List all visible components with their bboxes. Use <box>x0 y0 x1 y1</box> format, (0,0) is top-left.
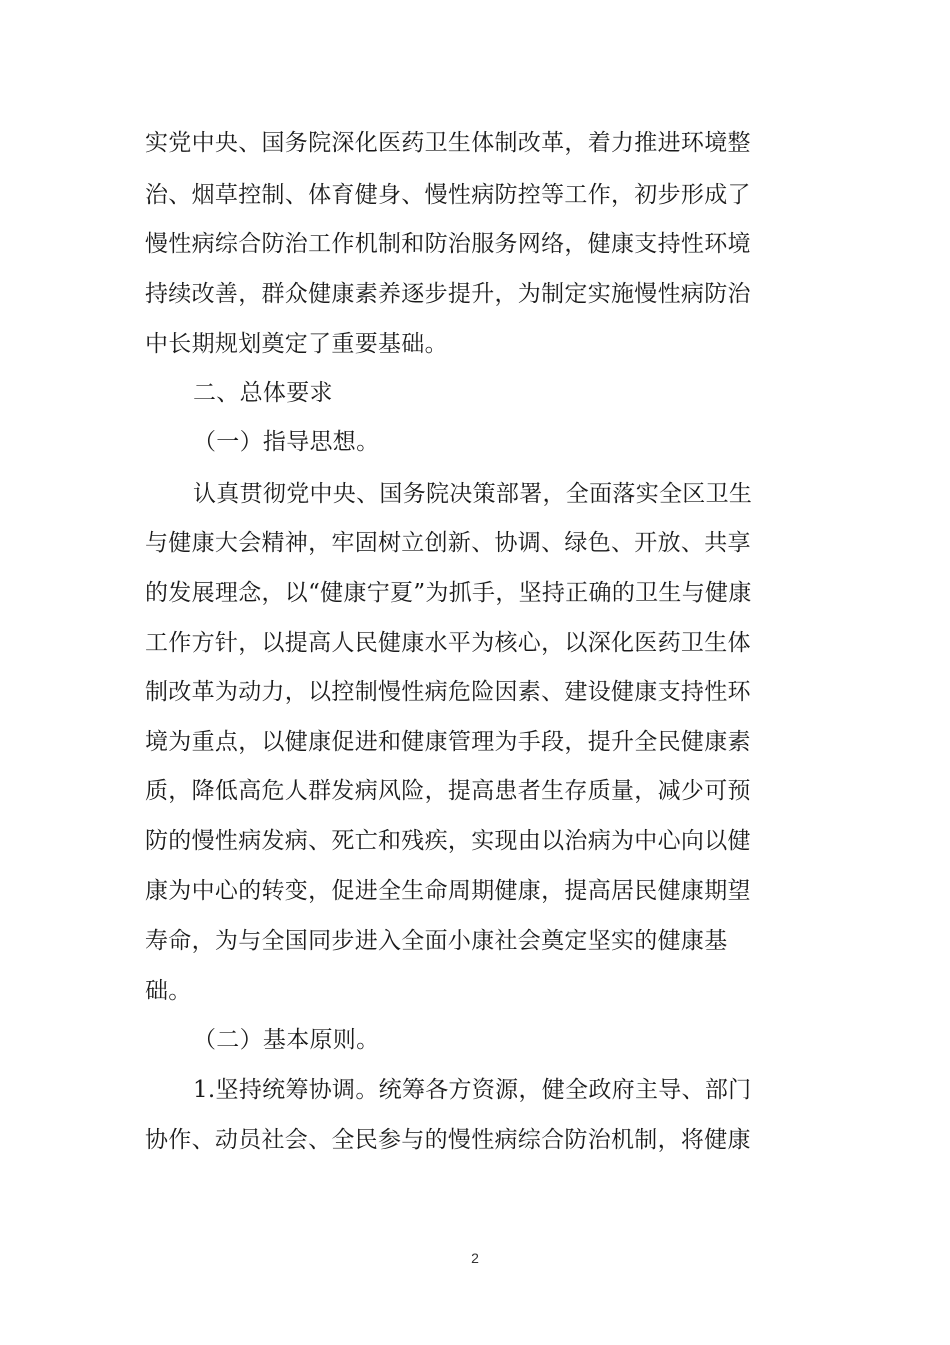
text-line: 1.坚持统筹协调。统筹各方资源，健全政府主导、部门 <box>193 1077 752 1103</box>
page-number: 2 <box>471 1250 479 1266</box>
text-line: 的发展理念，以“健康宁夏”为抓手，坚持正确的卫生与健康 <box>145 580 752 606</box>
text-line: 础。 <box>145 978 192 1004</box>
text-line: 寿命，为与全国同步进入全面小康社会奠定坚实的健康基 <box>145 928 728 954</box>
text-line: 持续改善，群众健康素养逐步提升，为制定实施慢性病防治 <box>145 281 751 307</box>
text-line: 防的慢性病发病、死亡和残疾，实现由以治病为中心向以健 <box>145 828 751 854</box>
section-heading: 二、总体要求 <box>193 380 333 406</box>
text-line: 治、烟草控制、体育健身、慢性病防控等工作，初步形成了 <box>145 182 751 208</box>
text-line: 中长期规划奠定了重要基础。 <box>145 331 448 357</box>
text-line: 认真贯彻党中央、国务院决策部署，全面落实全区卫生 <box>193 481 753 507</box>
subsection-heading: （一）指导思想。 <box>193 429 380 455</box>
text-line: 实党中央、国务院深化医药卫生体制改革，着力推进环境整 <box>145 130 751 156</box>
text-line: 质，降低高危人群发病风险，提高患者生存质量，减少可预 <box>145 778 751 804</box>
text-line: 康为中心的转变，促进全生命周期健康，提高居民健康期望 <box>145 878 751 904</box>
text-line: 慢性病综合防治工作机制和防治服务网络，健康支持性环境 <box>145 231 751 257</box>
text-line: 境为重点，以健康促进和健康管理为手段，提升全民健康素 <box>145 729 751 755</box>
text-line: 工作方针，以提高人民健康水平为核心，以深化医药卫生体 <box>145 630 751 656</box>
subsection-heading: （二）基本原则。 <box>193 1027 380 1053</box>
text-line: 与健康大会精神，牢固树立创新、协调、绿色、开放、共享 <box>145 530 751 556</box>
text-line: 制改革为动力，以控制慢性病危险因素、建设健康支持性环 <box>145 679 751 705</box>
text-line: 协作、动员社会、全民参与的慢性病综合防治机制，将健康 <box>145 1127 751 1153</box>
